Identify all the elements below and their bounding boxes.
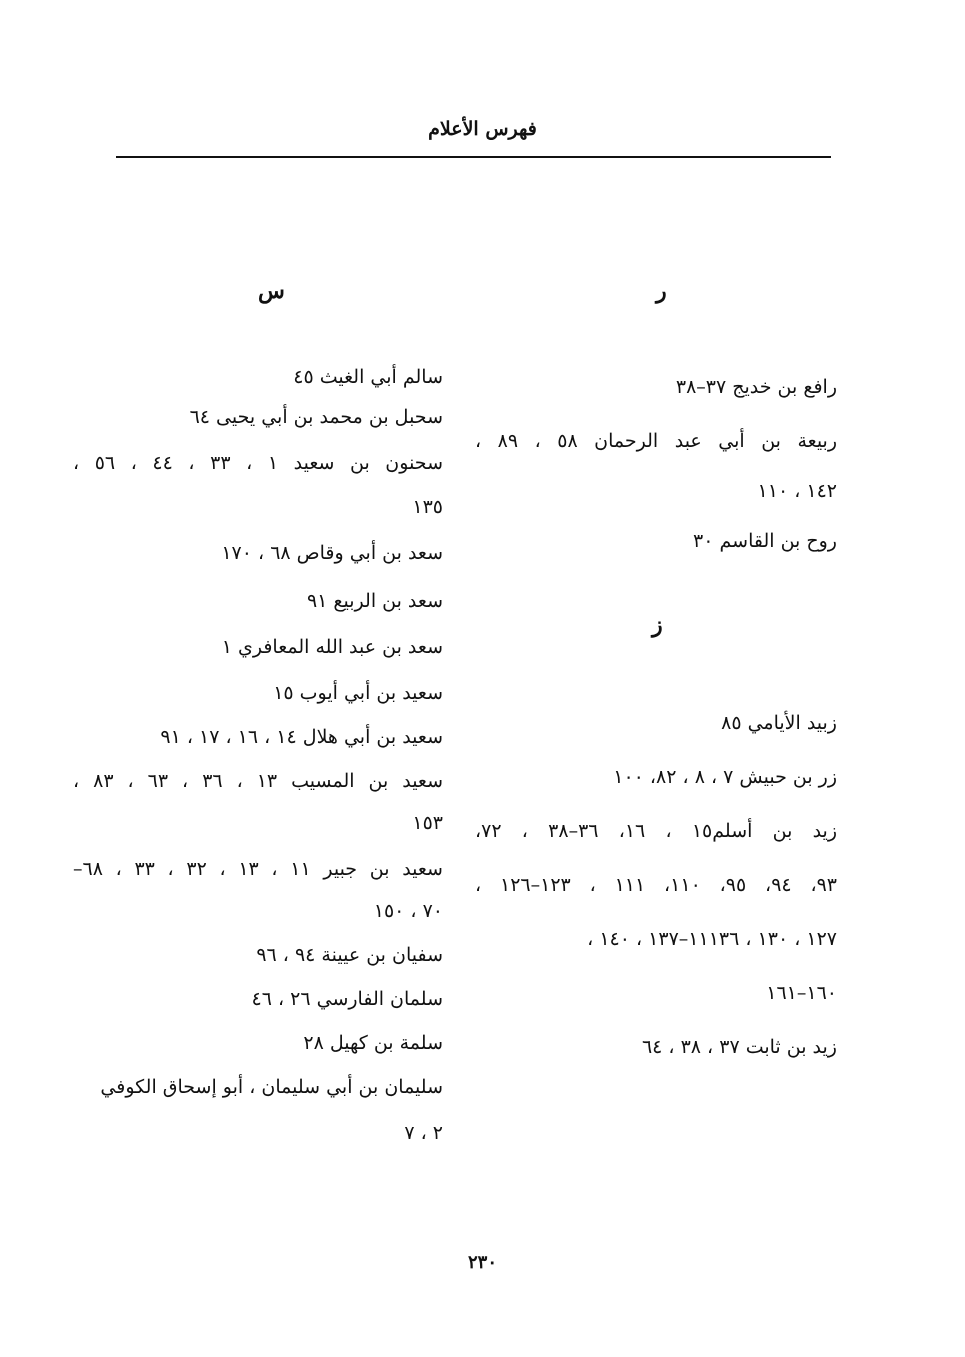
- index-entry: سعيد بن أبي هلال ١٤ ، ١٦ ، ١٧ ، ٩١: [160, 726, 443, 748]
- index-entry: سحبل بن محمد بن أبي يحيى ٦٤: [189, 406, 443, 428]
- index-entry: زيد بن ثابت ٣٧ ، ٣٨ ، ٦٤: [641, 1036, 837, 1058]
- section-letter-sin: س: [258, 278, 285, 304]
- index-entry: سحنون بن سعيد ١ ، ٣٣ ، ٤٤ ، ٥٦ ،: [73, 452, 443, 474]
- page-header-title: فهرس الأعلام: [428, 118, 537, 140]
- section-letter-ra: ر: [656, 278, 667, 304]
- index-entry: سليمان بن أبي سليمان ، أبو إسحاق الكوفي: [100, 1076, 443, 1098]
- index-entry: زر بن حبيش ٧ ، ٨ ، ٨٢، ١٠٠: [613, 766, 837, 788]
- left-column: [73, 0, 443, 1357]
- index-entry-continuation: ٢ ، ٧: [404, 1122, 443, 1144]
- index-entry-continuation: ١٦٠–١٦١: [766, 982, 837, 1004]
- index-entry: روح بن القاسم ٣٠: [693, 530, 837, 552]
- index-entry: سعد بن الربيع ٩١: [306, 590, 443, 612]
- index-entry-continuation: ٩٣، ٩٤، ٩٥، ١١٠، ١١١ ، ١٢٣–١٢٦ ،: [475, 874, 838, 896]
- page-number: ٢٣٠: [467, 1252, 497, 1273]
- index-entry: ربيعة بن أبي عبد الرحمان ٥٨ ، ٨٩ ،: [475, 430, 838, 452]
- index-entry: سعد بن أبي وقاص ٦٨ ، ١٧٠: [221, 542, 443, 564]
- index-entry: زبيد الأيامي ٨٥: [721, 712, 837, 734]
- index-entry: رافع بن خديج ٣٧–٣٨: [675, 376, 837, 398]
- index-entry: سعيد بن جبير ١١ ، ١٣ ، ٣٢ ، ٣٣ ، ٦٨–: [73, 858, 443, 880]
- index-entry: سعيد بن المسيب ١٣ ، ٣٦ ، ٦٣ ، ٨٣ ،: [73, 770, 444, 792]
- section-letter-zay: ز: [652, 612, 663, 638]
- right-column: [475, 0, 837, 1357]
- index-entry: سالم أبي الغيث ٤٥: [293, 366, 443, 388]
- index-entry-continuation: ٧٠ ، ١٥٠: [373, 900, 443, 922]
- index-entry-continuation: ١٥٣: [412, 812, 443, 834]
- index-entry: سلمة بن كهيل ٢٨: [303, 1032, 443, 1054]
- index-entry: سعد بن عبد الله المعافري ١: [221, 636, 443, 658]
- index-entry: زيد بن أسلم١٥ ، ١٦، ٣٦–٣٨ ، ٧٢،: [475, 820, 838, 842]
- index-entry: سفيان بن عيينة ٩٤ ، ٩٦: [256, 944, 443, 966]
- index-entry: سعيد بن أبي أيوب ١٥: [273, 682, 443, 704]
- index-entry-continuation: ١٣٥: [412, 496, 443, 518]
- index-entry: سلمان الفارسي ٢٦ ، ٤٦: [251, 988, 443, 1010]
- index-entry-continuation: ١٤٢ ، ١١٠: [757, 480, 837, 502]
- index-entry-continuation: ١٢٧ ، ١٣٠ ، ١١١٣٦–١٣٧ ، ١٤٠ ،: [587, 928, 837, 950]
